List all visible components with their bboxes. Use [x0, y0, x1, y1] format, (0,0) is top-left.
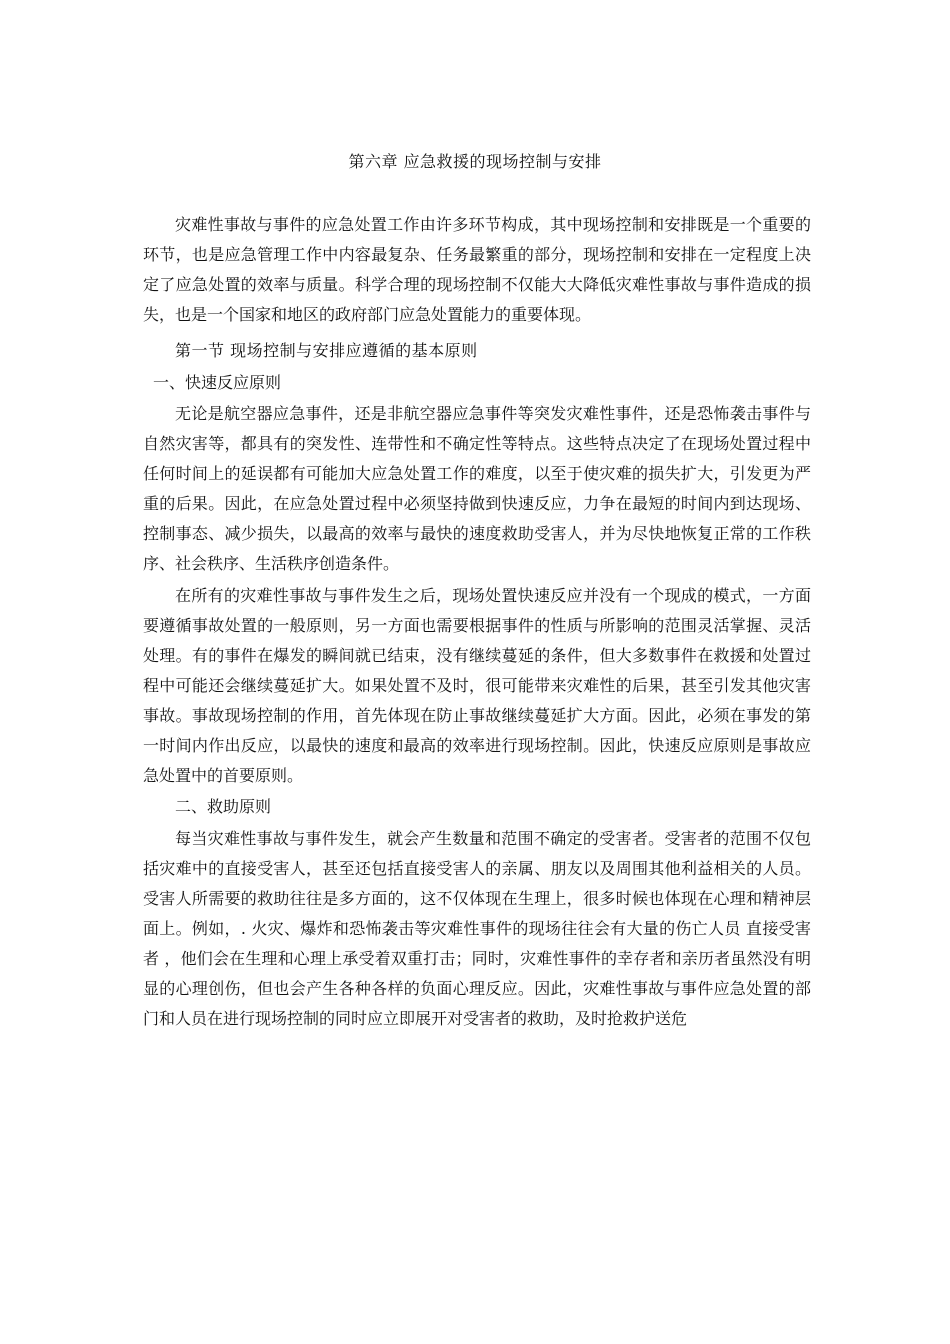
paragraph-quick-response-1: 无论是航空器应急事件，还是非航空器应急事件等突发灾难性事件，还是恐怖袭击事件与自然灾害等，都具有的突发性、连带性和不确定性等特点。这些特点决定了在现场处置过程中任何时间上的延误都有可能加大应急处置工作的难度，以至于使灾难的损失扩大，引发更为严重的后果。因此，在应急处置过程中必须坚持做到快速反应，力争在最短的时间内到达现场、控制事态、减少损失，以最高的效率与最快的速度救助受害人，并为尽快地恢复正常的工作秩序、社会秩序、生活秩序创造条件。 [143, 404, 811, 574]
intro-paragraph: 灾难性事故与事件的应急处置工作由许多环节构成，其中现场控制和安排既是一个重要的环节，也是应急管理工作中内容最复杂、任务最繁重的部分，现场控制和安排在一定程度上决定了应急处置的效率与质量。科学合理的现场控制不仅能大大降低灾难性事故与事件造成的损失，也是一个国家和地区的政府部门应急处置能力的重要体现。 [143, 215, 811, 324]
paragraph-rescue-1: 每当灾难性事故与事件发生，就会产生数量和范围不确定的受害者。受害者的范围不仅包括灾难中的直接受害人，甚至还包括直接受害人的亲属、朋友以及周围其他利益相关的人员。受害人所需要的救助往往是多方面的，这不仅体现在生理上，很多时候也体现在心理和精神层面上。例如，. 火灾、爆炸和恐怖袭击等灾难性事件的现场往往会有大量的伤亡人员 直接受害者 ，他们会在生理和心理上承受着双重打击；同时，灾难性事件的幸存者和亲历者虽然没有明显的心理创伤，但也会产生各种各样的负面心理反应。因此，灾难性事故与事件应急处置的部门和人员在进行现场控制的同时应立即展开对受害者的救助，及时抢救护送危 [143, 828, 811, 1028]
subsection-heading-quick-response: 一、快速反应原则 [153, 372, 282, 392]
document-body [143, 210, 811, 1036]
subsection-heading-rescue: 二、救助原则 [175, 797, 272, 817]
paragraph-quick-response-2: 在所有的灾难性事故与事件发生之后，现场处置快速反应并没有一个现成的模式，一方面要遵循事故处置的一般原则，另一方面也需要根据事件的性质与所影响的范围灵活掌握、灵活处理。有的事件在爆发的瞬间就已结束，没有继续蔓延的条件，但大多数事件在救援和处置过程中可能还会继续蔓延扩大。如果处置不及时，很可能带来灾难性的后果，甚至引发其他灾害事故。事故现场控制的作用，首先体现在防止事故继续蔓延扩大方面。因此，必须在事发的第一时间内作出反应，以最快的速度和最高的效率进行现场控制。因此，快速反应原则是事故应急处置中的首要原则。 [143, 585, 811, 785]
chapter-title: 第六章 应急救援的现场控制与安排 [348, 152, 602, 171]
section-heading: 第一节 现场控制与安排应遵循的基本原则 [175, 341, 478, 360]
